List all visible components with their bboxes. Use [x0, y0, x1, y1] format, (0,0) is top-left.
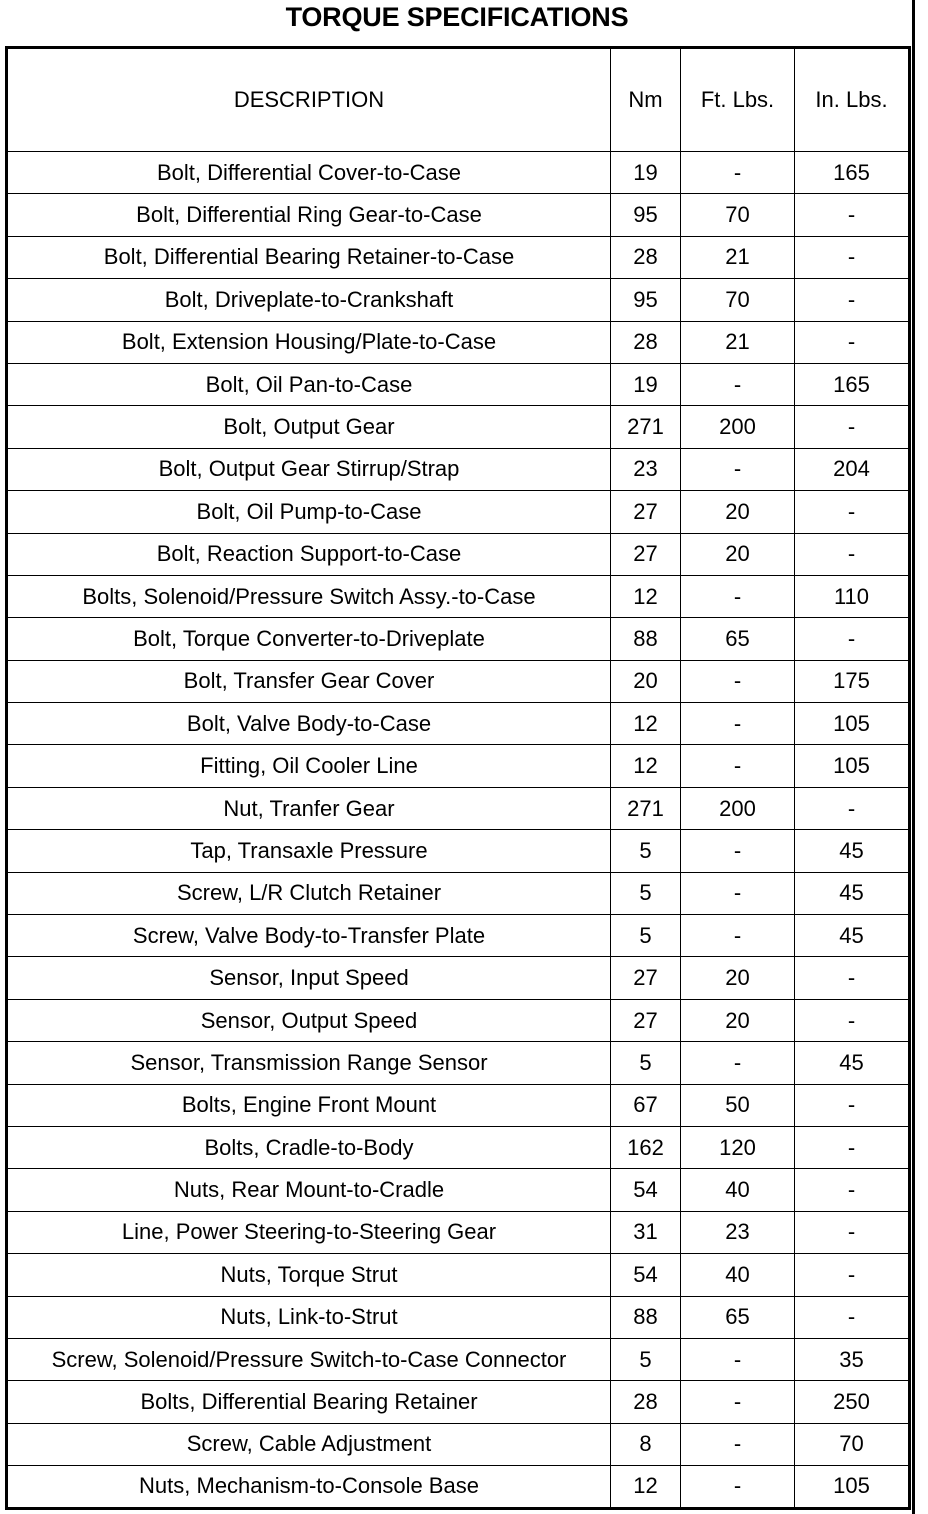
- cell-nm: 95: [611, 194, 681, 236]
- cell-description: Sensor, Transmission Range Sensor: [7, 1042, 611, 1084]
- table-row: [7, 1338, 910, 1380]
- cell-nm: 5: [611, 1338, 681, 1380]
- cell-in-lbs: -: [795, 1296, 910, 1338]
- table-row: [7, 1423, 910, 1465]
- cell-ft-lbs: 21: [681, 321, 795, 363]
- cell-ft-lbs: 20: [681, 533, 795, 575]
- cell-ft-lbs: 40: [681, 1254, 795, 1296]
- cell-nm: 28: [611, 236, 681, 278]
- cell-in-lbs: -: [795, 787, 910, 829]
- cell-in-lbs: 70: [795, 1423, 910, 1465]
- cell-in-lbs: 175: [795, 660, 910, 702]
- cell-description: Nuts, Link-to-Strut: [7, 1296, 611, 1338]
- cell-nm: 23: [611, 448, 681, 490]
- table-row: [7, 448, 910, 490]
- cell-ft-lbs: 23: [681, 1211, 795, 1253]
- table-row: [7, 363, 910, 405]
- cell-in-lbs: 105: [795, 745, 910, 787]
- cell-description: Bolts, Solenoid/Pressure Switch Assy.-to-Case: [7, 575, 611, 617]
- header-ft-lbs: Ft. Lbs.: [681, 48, 795, 152]
- table-header-row: [7, 48, 910, 152]
- cell-nm: 27: [611, 491, 681, 533]
- cell-description: Bolt, Differential Bearing Retainer-to-Case: [7, 236, 611, 278]
- cell-in-lbs: -: [795, 279, 910, 321]
- cell-ft-lbs: -: [681, 660, 795, 702]
- cell-description: Bolt, Extension Housing/Plate-to-Case: [7, 321, 611, 363]
- cell-ft-lbs: -: [681, 1338, 795, 1380]
- cell-nm: 67: [611, 1084, 681, 1126]
- cell-ft-lbs: 70: [681, 279, 795, 321]
- cell-description: Bolt, Transfer Gear Cover: [7, 660, 611, 702]
- table-row: [7, 1169, 910, 1211]
- cell-in-lbs: 105: [795, 1466, 910, 1508]
- cell-in-lbs: -: [795, 618, 910, 660]
- cell-in-lbs: 35: [795, 1338, 910, 1380]
- table-row: [7, 1296, 910, 1338]
- page-title: TORQUE SPECIFICATIONS: [285, 2, 629, 32]
- cell-in-lbs: 45: [795, 915, 910, 957]
- cell-in-lbs: 204: [795, 448, 910, 490]
- cell-nm: 27: [611, 999, 681, 1041]
- cell-nm: 54: [611, 1254, 681, 1296]
- table-row: [7, 491, 910, 533]
- table-row: [7, 1466, 910, 1508]
- cell-nm: 20: [611, 660, 681, 702]
- cell-in-lbs: -: [795, 194, 910, 236]
- cell-nm: 162: [611, 1126, 681, 1168]
- cell-in-lbs: -: [795, 406, 910, 448]
- table-row: [7, 915, 910, 957]
- cell-ft-lbs: 20: [681, 999, 795, 1041]
- cell-description: Screw, L/R Clutch Retainer: [7, 872, 611, 914]
- cell-ft-lbs: 40: [681, 1169, 795, 1211]
- cell-ft-lbs: -: [681, 872, 795, 914]
- cell-description: Bolt, Reaction Support-to-Case: [7, 533, 611, 575]
- cell-nm: 5: [611, 1042, 681, 1084]
- cell-in-lbs: -: [795, 533, 910, 575]
- torque-specifications-table: [5, 46, 911, 1510]
- cell-nm: 27: [611, 957, 681, 999]
- cell-nm: 19: [611, 363, 681, 405]
- cell-nm: 12: [611, 703, 681, 745]
- cell-description: Bolt, Torque Converter-to-Driveplate: [7, 618, 611, 660]
- table-row: [7, 1042, 910, 1084]
- table-row: [7, 236, 910, 278]
- cell-nm: 12: [611, 745, 681, 787]
- cell-ft-lbs: -: [681, 830, 795, 872]
- table-row: [7, 787, 910, 829]
- cell-description: Bolt, Oil Pump-to-Case: [7, 491, 611, 533]
- header-nm: Nm: [611, 48, 681, 152]
- table-row: [7, 1254, 910, 1296]
- cell-nm: 19: [611, 152, 681, 194]
- cell-description: Bolt, Differential Ring Gear-to-Case: [7, 194, 611, 236]
- table-row: [7, 321, 910, 363]
- table-row: [7, 872, 910, 914]
- cell-nm: 5: [611, 915, 681, 957]
- table-row: [7, 194, 910, 236]
- table-row: [7, 279, 910, 321]
- table-row: [7, 406, 910, 448]
- cell-description: Nuts, Rear Mount-to-Cradle: [7, 1169, 611, 1211]
- cell-ft-lbs: -: [681, 745, 795, 787]
- cell-nm: 88: [611, 1296, 681, 1338]
- cell-nm: 5: [611, 830, 681, 872]
- cell-description: Nut, Tranfer Gear: [7, 787, 611, 829]
- table-row: [7, 999, 910, 1041]
- cell-in-lbs: -: [795, 1169, 910, 1211]
- cell-in-lbs: -: [795, 957, 910, 999]
- cell-nm: 12: [611, 575, 681, 617]
- cell-description: Sensor, Input Speed: [7, 957, 611, 999]
- cell-ft-lbs: 65: [681, 1296, 795, 1338]
- table-row: [7, 152, 910, 194]
- table-row: [7, 618, 910, 660]
- cell-ft-lbs: 120: [681, 1126, 795, 1168]
- cell-description: Screw, Solenoid/Pressure Switch-to-Case Connector: [7, 1338, 611, 1380]
- cell-description: Fitting, Oil Cooler Line: [7, 745, 611, 787]
- cell-in-lbs: -: [795, 491, 910, 533]
- header-in-lbs: In. Lbs.: [795, 48, 910, 152]
- cell-ft-lbs: -: [681, 1042, 795, 1084]
- cell-description: Bolts, Differential Bearing Retainer: [7, 1381, 611, 1423]
- cell-ft-lbs: -: [681, 1423, 795, 1465]
- cell-ft-lbs: 20: [681, 491, 795, 533]
- cell-nm: 12: [611, 1466, 681, 1508]
- cell-ft-lbs: -: [681, 1466, 795, 1508]
- cell-ft-lbs: 200: [681, 406, 795, 448]
- table-row: [7, 1211, 910, 1253]
- cell-ft-lbs: 70: [681, 194, 795, 236]
- cell-in-lbs: 165: [795, 152, 910, 194]
- cell-description: Bolt, Valve Body-to-Case: [7, 703, 611, 745]
- cell-in-lbs: 45: [795, 1042, 910, 1084]
- cell-description: Screw, Cable Adjustment: [7, 1423, 611, 1465]
- cell-description: Bolts, Engine Front Mount: [7, 1084, 611, 1126]
- cell-ft-lbs: 65: [681, 618, 795, 660]
- cell-ft-lbs: 21: [681, 236, 795, 278]
- cell-nm: 27: [611, 533, 681, 575]
- cell-ft-lbs: -: [681, 575, 795, 617]
- table-row: [7, 745, 910, 787]
- cell-description: Bolts, Cradle-to-Body: [7, 1126, 611, 1168]
- cell-in-lbs: 165: [795, 363, 910, 405]
- cell-nm: 88: [611, 618, 681, 660]
- cell-description: Bolt, Output Gear: [7, 406, 611, 448]
- table-row: [7, 830, 910, 872]
- cell-nm: 54: [611, 1169, 681, 1211]
- cell-ft-lbs: -: [681, 703, 795, 745]
- cell-description: Bolt, Differential Cover-to-Case: [7, 152, 611, 194]
- table-row: [7, 533, 910, 575]
- cell-nm: 8: [611, 1423, 681, 1465]
- cell-nm: 271: [611, 406, 681, 448]
- cell-in-lbs: -: [795, 1254, 910, 1296]
- cell-description: Screw, Valve Body-to-Transfer Plate: [7, 915, 611, 957]
- page-edge-rule: [912, 0, 915, 1514]
- cell-in-lbs: 45: [795, 872, 910, 914]
- table-row: [7, 1126, 910, 1168]
- cell-description: Bolt, Driveplate-to-Crankshaft: [7, 279, 611, 321]
- cell-in-lbs: 110: [795, 575, 910, 617]
- cell-in-lbs: 250: [795, 1381, 910, 1423]
- table-row: [7, 957, 910, 999]
- cell-description: Bolt, Oil Pan-to-Case: [7, 363, 611, 405]
- header-description: DESCRIPTION: [7, 48, 611, 152]
- table-row: [7, 1381, 910, 1423]
- table-body: [7, 152, 910, 1509]
- cell-ft-lbs: 200: [681, 787, 795, 829]
- cell-in-lbs: 45: [795, 830, 910, 872]
- cell-description: Sensor, Output Speed: [7, 999, 611, 1041]
- cell-in-lbs: -: [795, 999, 910, 1041]
- cell-nm: 31: [611, 1211, 681, 1253]
- cell-ft-lbs: -: [681, 448, 795, 490]
- cell-description: Line, Power Steering-to-Steering Gear: [7, 1211, 611, 1253]
- cell-description: Nuts, Torque Strut: [7, 1254, 611, 1296]
- cell-in-lbs: -: [795, 321, 910, 363]
- cell-ft-lbs: -: [681, 152, 795, 194]
- table-row: [7, 660, 910, 702]
- cell-description: Nuts, Mechanism-to-Console Base: [7, 1466, 611, 1508]
- cell-nm: 28: [611, 1381, 681, 1423]
- cell-description: Bolt, Output Gear Stirrup/Strap: [7, 448, 611, 490]
- cell-nm: 95: [611, 279, 681, 321]
- table-row: [7, 1084, 910, 1126]
- cell-in-lbs: 105: [795, 703, 910, 745]
- cell-nm: 28: [611, 321, 681, 363]
- cell-in-lbs: -: [795, 1084, 910, 1126]
- cell-ft-lbs: -: [681, 363, 795, 405]
- cell-nm: 5: [611, 872, 681, 914]
- cell-description: Tap, Transaxle Pressure: [7, 830, 611, 872]
- cell-ft-lbs: -: [681, 1381, 795, 1423]
- cell-ft-lbs: 50: [681, 1084, 795, 1126]
- cell-in-lbs: -: [795, 1211, 910, 1253]
- table-row: [7, 703, 910, 745]
- cell-ft-lbs: 20: [681, 957, 795, 999]
- table-row: [7, 575, 910, 617]
- cell-nm: 271: [611, 787, 681, 829]
- cell-ft-lbs: -: [681, 915, 795, 957]
- cell-in-lbs: -: [795, 1126, 910, 1168]
- cell-in-lbs: -: [795, 236, 910, 278]
